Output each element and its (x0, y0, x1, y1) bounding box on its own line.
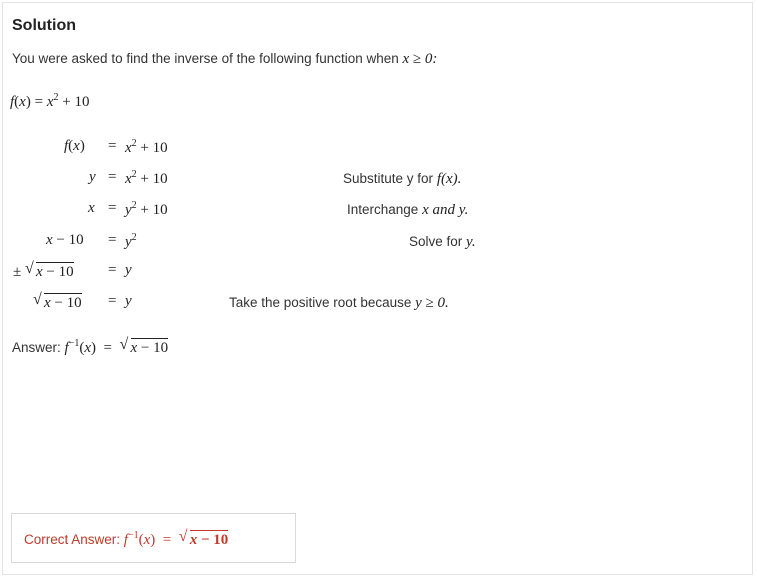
intro-sentence: You were asked to find the inverse of the following function when (12, 51, 399, 66)
correct-answer-box (11, 513, 296, 563)
step-rhs: $x^2 + 10$ (125, 169, 168, 187)
step-row (0, 262, 757, 284)
step-note-text: Interchange (347, 202, 419, 217)
step-note (347, 202, 468, 219)
step-lhs: √ x − 10 (33, 291, 82, 311)
step-note-math: y. (466, 234, 476, 250)
step-note-text: Solve for (409, 234, 463, 249)
step-lhs: ± √ x − 10 (13, 260, 74, 280)
step-rhs: $y^2$ (125, 232, 137, 250)
answer-label: Answer: (12, 340, 61, 355)
step-note (229, 295, 449, 312)
intro-text (12, 51, 437, 68)
step-rhs: $y^2 + 10$ (125, 200, 168, 218)
step-lhs: x − 10 (46, 232, 84, 248)
step-lhs: y (89, 169, 96, 185)
step-equals: = (108, 200, 117, 216)
correct-answer-line (24, 530, 228, 549)
correct-answer-label: Correct Answer: (24, 532, 121, 547)
step-row (0, 138, 757, 160)
step-rhs: $x^2 + 10$ (125, 138, 168, 156)
step-lhs: f(x) (64, 138, 85, 154)
step-equals: = (108, 293, 117, 309)
step-row (0, 169, 757, 191)
step-row (0, 200, 757, 222)
step-equals: = (108, 262, 117, 278)
correct-answer-expression: $f^{-1}(x)$ = √ x − 10 (123, 528, 229, 548)
intro-condition: x ≥ 0: (402, 51, 438, 67)
step-note-text: Take the positive root because (229, 295, 412, 310)
step-note (343, 171, 461, 188)
solution-panel (2, 2, 753, 575)
step-equals: = (108, 169, 117, 185)
step-lhs: x (88, 200, 95, 216)
step-note-math: x and y. (422, 202, 469, 218)
step-note (409, 234, 476, 251)
step-row (0, 293, 757, 315)
step-note-math: y ≥ 0. (415, 295, 449, 311)
step-note-text: Substitute y for (343, 171, 434, 186)
step-rhs: y (125, 293, 132, 309)
solution-title: Solution (12, 17, 76, 34)
function-definition: $f(x) = x^2 + 10$ (10, 92, 90, 110)
step-note-math: f(x). (436, 171, 462, 187)
step-equals: = (108, 138, 117, 154)
answer-line (12, 338, 168, 357)
step-equals: = (108, 232, 117, 248)
step-rhs: y (125, 262, 132, 278)
step-row (0, 232, 757, 254)
answer-expression: $f^{-1}(x)$ = √ x − 10 (64, 336, 169, 356)
